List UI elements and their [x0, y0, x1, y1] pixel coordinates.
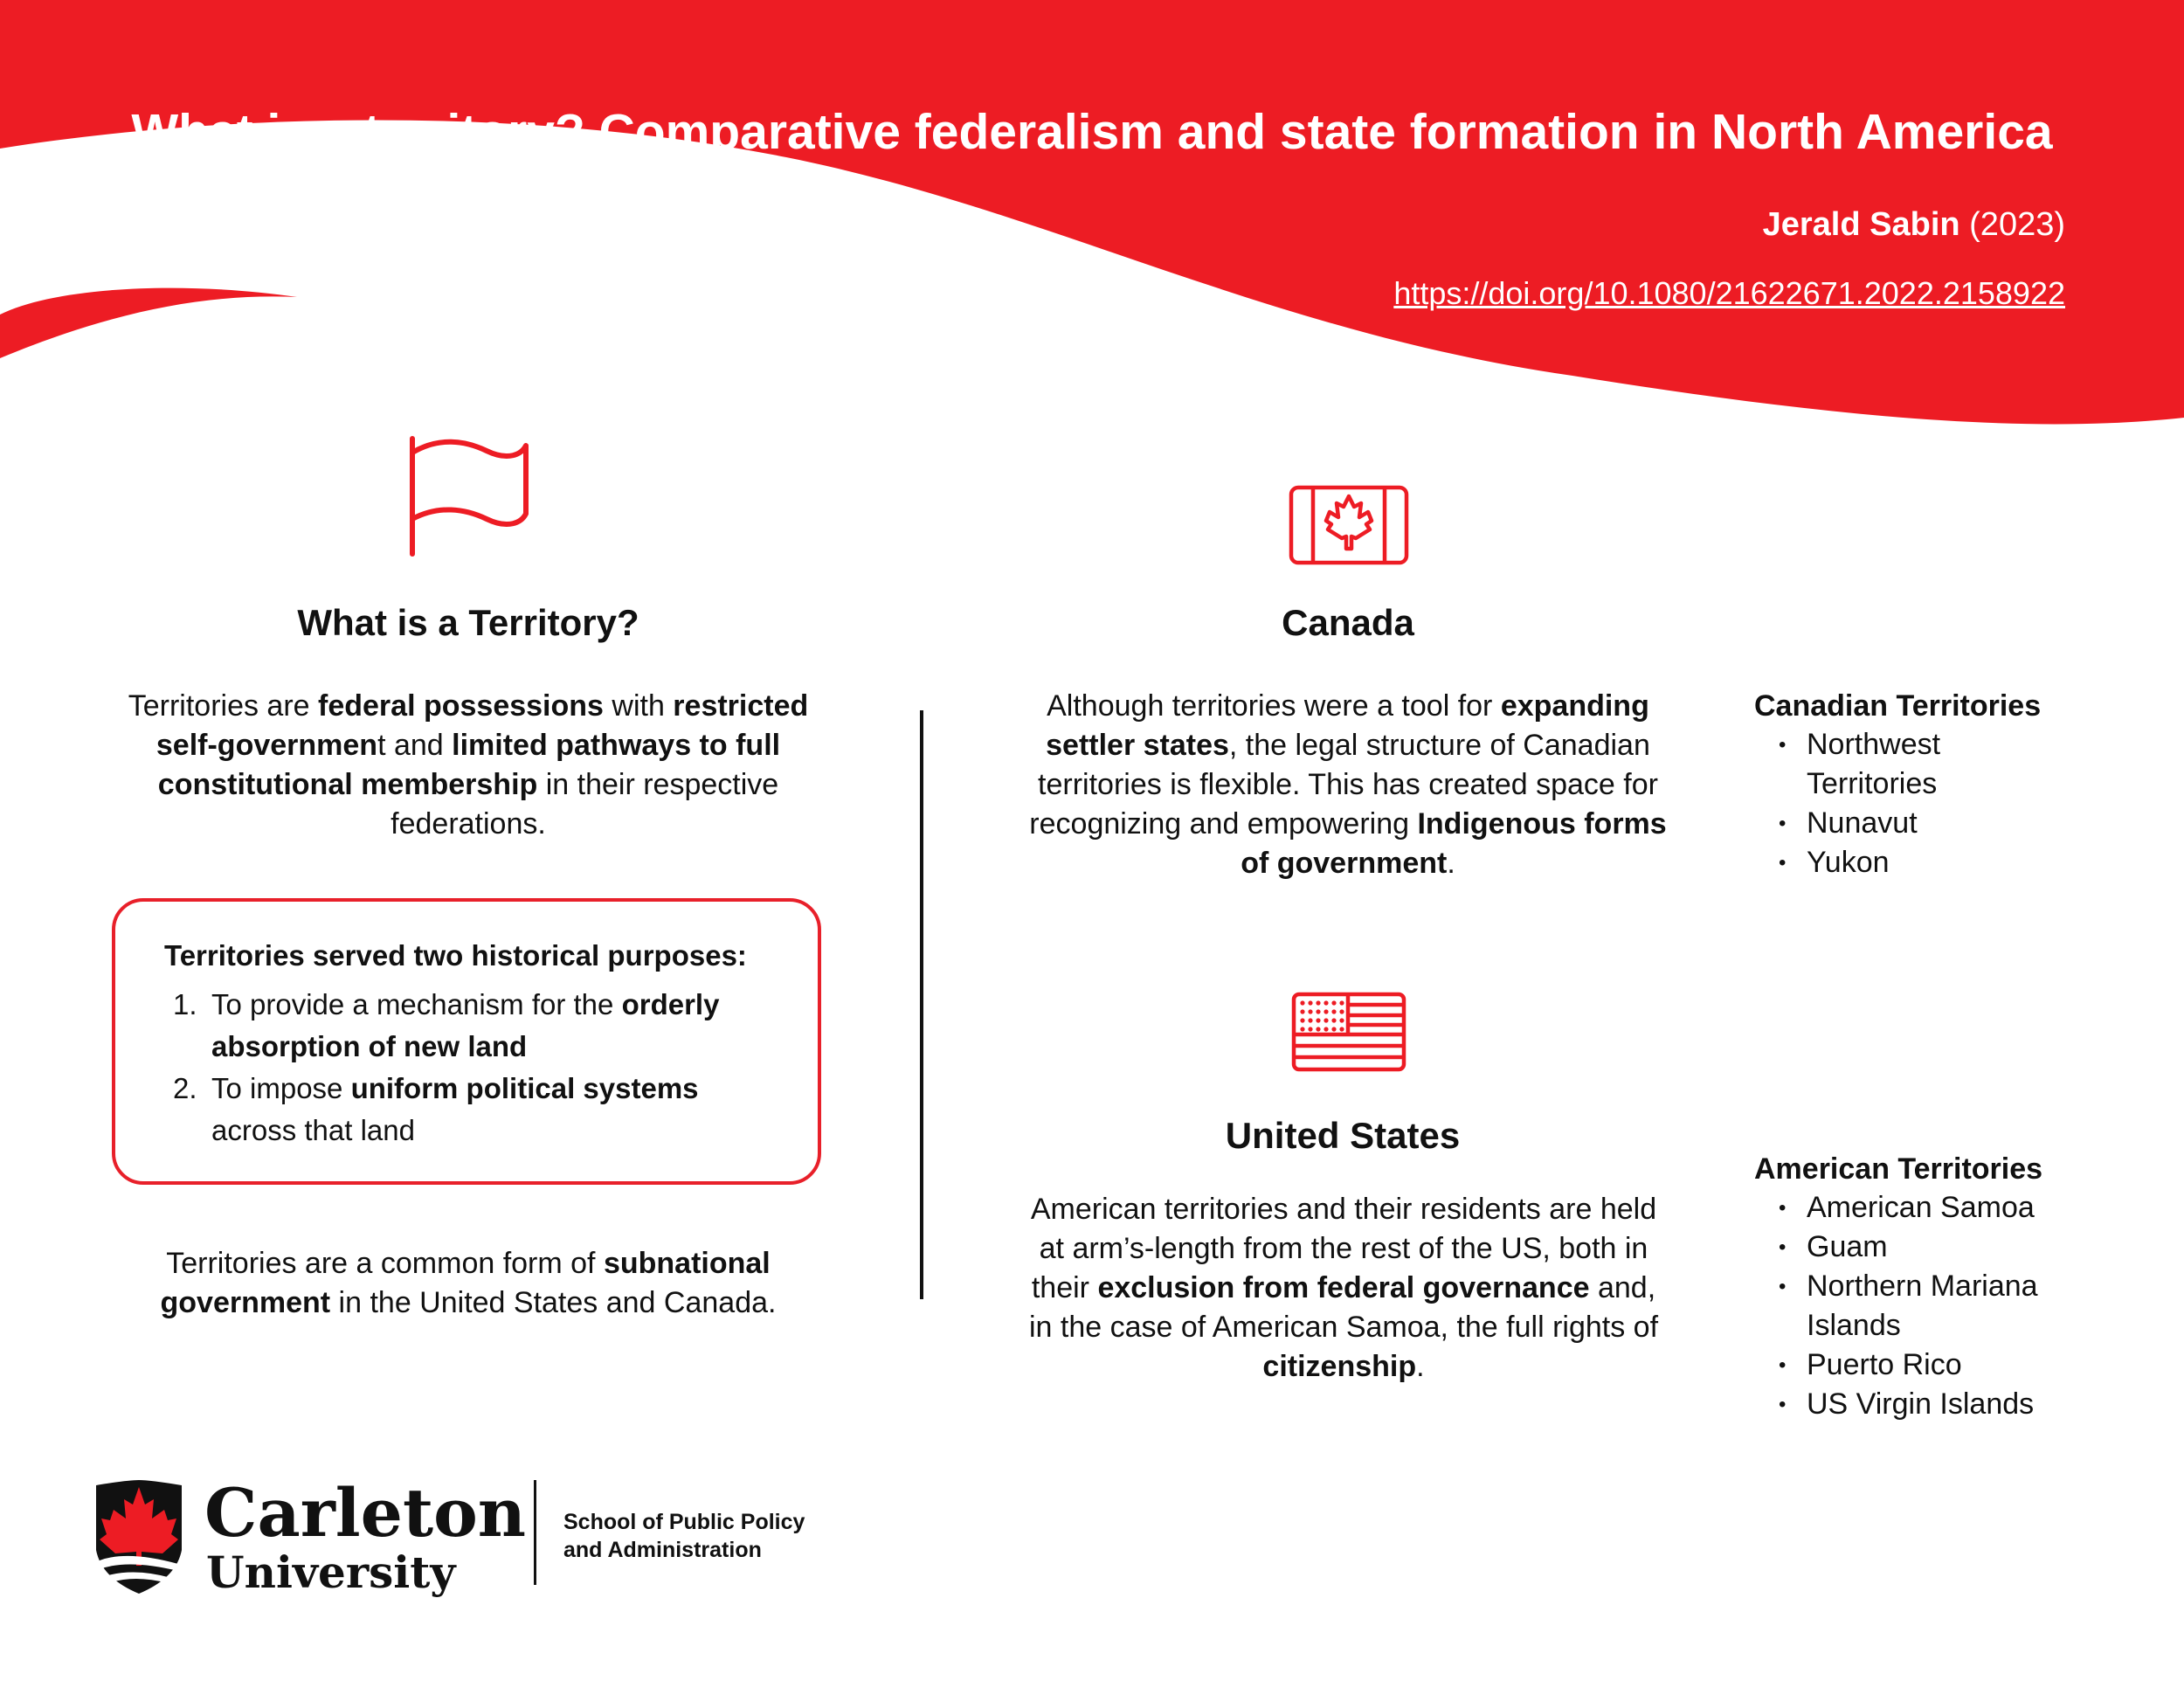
canada-description [1020, 687, 1676, 883]
publication-year: (2023) [1969, 206, 2065, 243]
school-name [563, 1508, 805, 1564]
text: in their respective federations. [390, 768, 779, 841]
author-name: Jerald Sabin [1762, 206, 1960, 243]
text: . [1447, 847, 1455, 880]
doi-link[interactable]: https://doi.org/10.1080/21622671.2022.2158922 [1393, 275, 2065, 311]
us-flag-icon [1290, 991, 1407, 1073]
canadian-territories-list [1754, 725, 2069, 882]
box-title: Territories served two historical purposes: [164, 939, 747, 972]
school-line-1: School of Public Policy [563, 1510, 805, 1534]
logo-divider [534, 1480, 536, 1585]
emphasis: limited pathways to full constitutional membership [157, 729, 781, 801]
list-item [152, 984, 764, 1068]
star-dot [1308, 1027, 1312, 1031]
section-heading-territory: What is a Territory? [297, 602, 639, 643]
text: , the legal structure of Canadian territories is flexible. This has created space for recognizing and empowering [1029, 729, 1658, 841]
star-dot [1324, 1000, 1328, 1005]
list-item [152, 1068, 764, 1152]
star-dot [1308, 1009, 1312, 1013]
territory-list-item: • American Samoa [1754, 1188, 2069, 1228]
territory-summary [128, 1244, 809, 1323]
star-dot [1331, 1018, 1336, 1022]
list-number: 2. [173, 1072, 197, 1104]
star-dot [1300, 1000, 1304, 1005]
text: across that land [211, 1114, 415, 1146]
text: Although territories were a tool for [1047, 689, 1501, 723]
column-divider [920, 710, 923, 1299]
emphasis: restricted self-governmen [156, 689, 809, 762]
text: Territories are a common form of [166, 1247, 604, 1280]
emphasis: exclusion from federal governance [1097, 1271, 1590, 1304]
american-territories-panel [1754, 1150, 2069, 1424]
territory-list-item: • US Virgin Islands [1754, 1385, 2069, 1424]
text: Territories are [128, 689, 319, 723]
star-dot [1308, 1018, 1312, 1022]
star-dot [1339, 1027, 1344, 1031]
text: with [603, 689, 674, 723]
star-dot [1316, 1027, 1320, 1031]
emphasis: orderly absorption of new land [211, 988, 720, 1062]
star-dot [1324, 1018, 1328, 1022]
canadian-territories-title: Canadian Territories [1754, 689, 2042, 723]
american-territories-title: American Territories [1754, 1152, 2043, 1186]
historical-purposes-box [112, 898, 821, 1185]
star-dot [1339, 1018, 1344, 1022]
territory-list-item: • Northern Mariana Islands [1754, 1267, 2069, 1346]
star-dot [1316, 1009, 1320, 1013]
section-heading-united-states: United States [1225, 1115, 1461, 1156]
text: To provide a mechanism for the [211, 988, 622, 1020]
text: and, in the case of American Samoa, the full rights of [1028, 1271, 1659, 1344]
page-title: What is a territory? Comparative federalism and state formation in North America [131, 104, 2053, 160]
territory-definition [110, 687, 826, 844]
text: in the United States and Canada. [330, 1286, 777, 1319]
star-dot [1331, 1009, 1336, 1013]
star-dot [1331, 1027, 1336, 1031]
emphasis: expanding settler states [1046, 689, 1649, 762]
star-dot [1300, 1018, 1304, 1022]
star-dot [1324, 1009, 1328, 1013]
star-dot [1339, 1009, 1344, 1013]
logo-university: University [206, 1546, 456, 1598]
star-dot [1339, 1000, 1344, 1005]
canadian-territories-panel [1754, 687, 2069, 882]
emphasis: uniform political systems [350, 1072, 699, 1104]
star-dot [1300, 1009, 1304, 1013]
flag-icon [404, 433, 535, 560]
list-number: 1. [173, 988, 197, 1020]
territory-list-item: • Yukon [1754, 843, 2069, 882]
territory-list-item: • Puerto Rico [1754, 1346, 2069, 1385]
purposes-list [152, 984, 764, 1152]
star-dot [1324, 1027, 1328, 1031]
school-line-2: and Administration [563, 1538, 762, 1562]
carleton-shield-logo [93, 1480, 185, 1595]
us-description [1016, 1190, 1671, 1387]
american-territories-list [1754, 1188, 2069, 1424]
star-dot [1308, 1000, 1312, 1005]
text: t and [377, 729, 453, 762]
text: . [1416, 1350, 1425, 1383]
territory-list-item: • Northwest Territories [1754, 725, 2069, 804]
emphasis: federal possessions [318, 689, 604, 723]
canada-flag-icon [1288, 484, 1410, 566]
star-dot [1316, 1000, 1320, 1005]
territory-list-item: • Guam [1754, 1228, 2069, 1267]
logo-carleton: Carleton [204, 1474, 527, 1552]
section-heading-canada: Canada [1282, 602, 1414, 643]
star-dot [1331, 1000, 1336, 1005]
star-dot [1316, 1018, 1320, 1022]
emphasis: subnational government [160, 1247, 771, 1319]
text: American territories and their residents are held at arm’s-length from the rest of the US, both in their [1030, 1193, 1657, 1304]
emphasis: citizenship [1262, 1350, 1417, 1383]
author-citation [1763, 204, 2065, 245]
emphasis: Indigenous forms of government [1241, 807, 1667, 880]
territory-list-item: • Nunavut [1754, 804, 2069, 843]
text: To impose [211, 1072, 351, 1104]
star-dot [1300, 1027, 1304, 1031]
